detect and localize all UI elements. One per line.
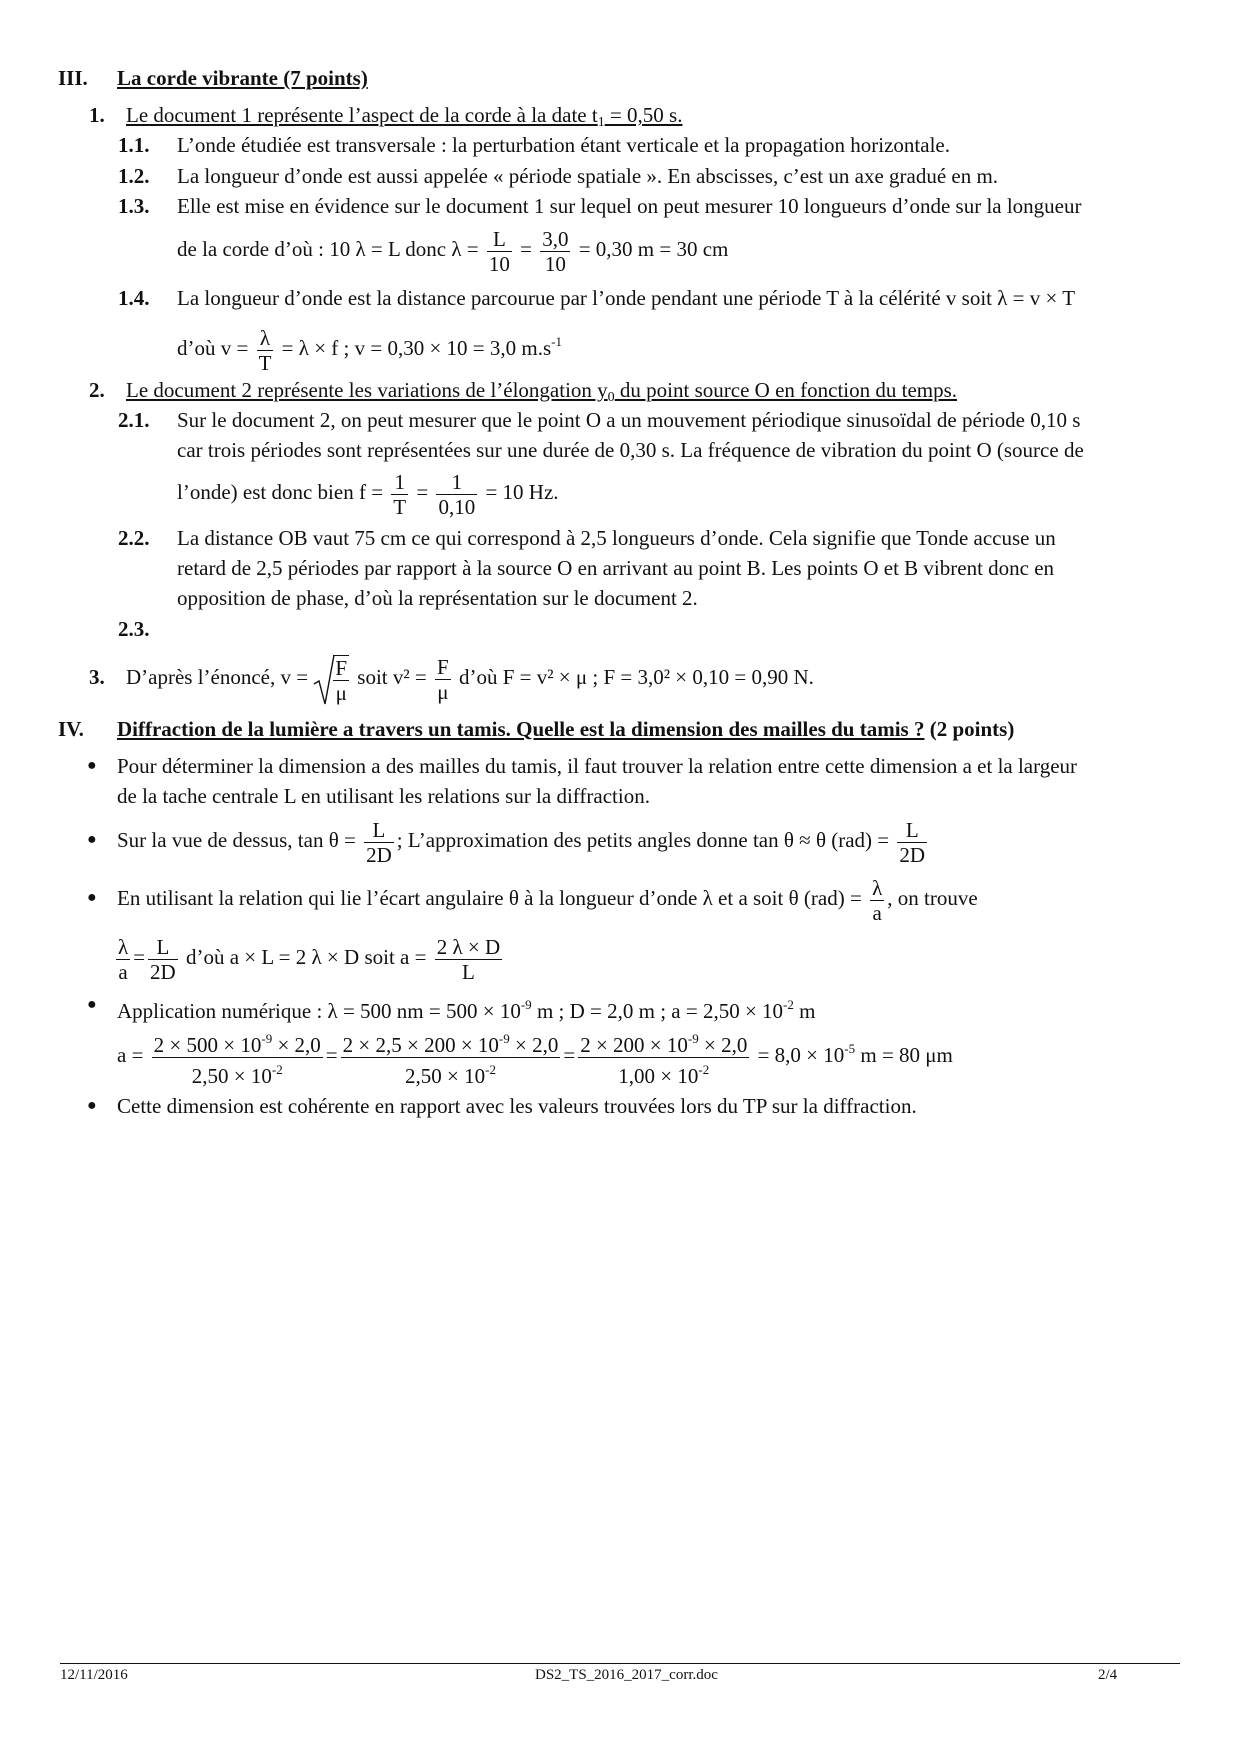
denominator: 10: [544, 251, 566, 276]
radical-sign-icon: [313, 654, 335, 706]
equals-sign: =: [563, 1043, 576, 1067]
answer-text: opposition de phase, d’où la représentation sur le document 2.: [177, 586, 698, 610]
fraction: [152, 1027, 323, 1088]
question-number: 2.: [89, 378, 105, 402]
answer-number: 1.2.: [118, 164, 150, 188]
answer-text: La distance OB vaut 75 cm ce qui correspond à 2,5 longueurs d’onde. Cela signifie que Tonde accuse un: [177, 526, 1056, 550]
denominator: μ: [437, 679, 449, 704]
answer-text: Sur le document 2, on peut mesurer que le point O a un mouvement périodique sinusoïdal de période 0,10 s: [177, 408, 1081, 432]
subscript: 0: [607, 390, 615, 405]
equation-line: [177, 318, 562, 375]
fraction: [116, 935, 130, 984]
equation-line: [117, 1023, 953, 1088]
equation-text: m = 80 μm: [855, 1043, 953, 1067]
superscript: -9: [520, 997, 532, 1012]
superscript: -2: [485, 1061, 496, 1077]
answer-text: La longueur d’onde est aussi appelée « période spatiale ». En abscisses, c’est un axe gradué en m.: [177, 164, 999, 188]
fraction: [870, 876, 884, 925]
equals-sign: =: [133, 945, 146, 969]
numerator: λ: [118, 934, 129, 959]
equation-text: = 10 Hz.: [480, 480, 559, 504]
numerator: L: [364, 818, 394, 843]
numerator: F: [335, 655, 348, 680]
answer-text: Elle est mise en évidence sur le document 1 sur lequel on peut mesurer 10 longueurs d’onde sur la longueur: [177, 194, 1082, 218]
fraction: [435, 655, 451, 704]
fraction: [391, 470, 408, 519]
denominator: 10: [488, 251, 510, 276]
numerator: L: [897, 818, 927, 843]
section-title-text: Diffraction de la lumière a travers un tamis. Quelle est la dimension des mailles du tamis ?: [117, 717, 925, 741]
denominator: 2D: [150, 959, 176, 984]
fraction: [341, 1027, 561, 1088]
question-text-part: du point source O en fonction du temps.: [614, 378, 958, 402]
question-text-part: = 0,50 s.: [604, 103, 683, 127]
superscript: -9: [498, 1030, 510, 1046]
answer-text: L’onde étudiée est transversale : la perturbation étant verticale et la propagation horizontale.: [177, 133, 950, 157]
fraction: [333, 655, 349, 705]
fraction: [435, 935, 502, 984]
fraction: [257, 326, 274, 375]
numerator: λ: [872, 875, 883, 900]
equation-line: [177, 225, 728, 276]
equation-text: m ; D = 2,0 m ; a = 2,50 × 10: [531, 999, 784, 1023]
denominator: T: [393, 494, 407, 519]
numerator: [152, 1027, 323, 1058]
equation-line: [113, 932, 505, 984]
denominator: T: [258, 350, 272, 375]
denominator: 2D: [899, 842, 926, 867]
equals-sign: =: [514, 237, 538, 261]
superscript: -9: [687, 1030, 699, 1046]
equals-sign: =: [411, 480, 434, 504]
equation-line: [117, 815, 930, 867]
answer-number: 2.3.: [118, 617, 150, 641]
denominator: μ: [335, 680, 347, 705]
question-text: [126, 102, 682, 136]
superscript: -2: [271, 1061, 283, 1077]
equation-text: = 8,0 × 10: [752, 1043, 845, 1067]
superscript: -1: [551, 334, 562, 349]
question-number: 3.: [89, 665, 105, 689]
denominator: 0,10: [438, 494, 476, 519]
denominator: a: [118, 959, 128, 984]
equation-text: m: [793, 999, 816, 1023]
equation-text: , on trouve: [887, 886, 978, 910]
bullet-icon: ●: [87, 996, 97, 1013]
denominator: [578, 1058, 749, 1088]
question-text: [126, 377, 957, 411]
section-title: La corde vibrante (7 points): [117, 66, 368, 90]
equation-text: = 0,30 m = 30 cm: [573, 237, 729, 261]
section-number: III.: [58, 66, 88, 90]
numerator: F: [437, 654, 449, 679]
answer-number: 2.2.: [118, 526, 150, 550]
denominator: L: [462, 959, 475, 984]
equation-text: ; L’approximation des petits angles donne tan θ ≈ θ (rad) =: [396, 828, 895, 852]
equation-text: de la corde d’où : 10 λ = L donc λ =: [177, 237, 484, 261]
answer-number: 1.1.: [118, 133, 150, 157]
numerator: L: [487, 227, 512, 252]
fraction: [436, 470, 477, 519]
numerator-part: 2 × 200 × 10: [580, 1032, 688, 1057]
equation-line: [126, 652, 814, 706]
equation-text: soit v² =: [352, 665, 433, 689]
bullet-icon: ●: [87, 757, 97, 774]
equation-line: [117, 873, 978, 925]
superscript: -9: [261, 1030, 273, 1046]
question-number: 1.: [89, 103, 105, 127]
fraction: [487, 227, 512, 276]
fraction: [540, 227, 570, 276]
numerator: 1: [436, 470, 477, 495]
numerator: 1: [391, 470, 408, 495]
numerator: [341, 1027, 561, 1058]
bullet-text: [117, 992, 815, 1024]
section-title: [117, 716, 1014, 742]
section-number: IV.: [58, 717, 84, 741]
numerator-part: 2 × 500 × 10: [153, 1032, 262, 1057]
denominator-part: 1,00 × 10: [618, 1063, 699, 1088]
numerator: 3,0: [542, 226, 569, 251]
answer-number: 1.4.: [118, 286, 150, 310]
numerator: 2 λ × D: [436, 934, 501, 959]
equation-text: d’où F = v² × μ ; F = 3,0² × 0,10 = 0,90 N.: [453, 665, 814, 689]
bullet-text: Pour déterminer la dimension a des mailles du tamis, il faut trouver la relation entre cette dimension a et la largeur: [117, 754, 1078, 778]
equation-text: = λ × f ; v = 0,30 × 10 = 3,0 m.s: [276, 336, 552, 360]
denominator: a: [872, 900, 882, 925]
fraction: [148, 935, 178, 984]
question-text-part: Le document 2 représente les variations de l’élongation y: [126, 378, 608, 402]
equation-text: En utilisant la relation qui lie l’écart angulaire θ à la longueur d’onde λ et a soit θ (rad) =: [117, 886, 868, 910]
section-points: (2 points): [924, 717, 1015, 741]
denominator: [152, 1058, 323, 1088]
answer-text: retard de 2,5 périodes par rapport à la source O en arrivant au point B. Les points O et B vibrent donc en: [177, 556, 1055, 580]
answer-text: La longueur d’onde est la distance parcourue par l’onde pendant une période T à la célérité v soit λ = v × T: [177, 286, 1076, 310]
bullet-icon: ●: [87, 831, 97, 848]
numerator: [578, 1027, 749, 1058]
equals-sign: =: [325, 1043, 338, 1067]
footer-filename: DS2_TS_2016_2017_corr.doc: [535, 1667, 718, 1683]
equation-text: d’où a × L = 2 λ × D soit a =: [180, 945, 432, 969]
numerator-part: × 2,0: [698, 1032, 748, 1057]
answer-number: 1.3.: [118, 194, 150, 218]
subscript: 1: [597, 115, 605, 130]
fraction: [897, 818, 927, 867]
equation-text: D’après l’énoncé, v =: [126, 665, 314, 689]
square-root: [313, 653, 352, 706]
superscript: -5: [844, 1041, 856, 1056]
bullet-text: Cette dimension est cohérente en rapport avec les valeurs trouvées lors du TP sur la diffraction.: [117, 1094, 917, 1118]
denominator: [341, 1058, 561, 1088]
equation-text: l’onde) est donc bien f =: [177, 480, 389, 504]
answer-text: car trois périodes sont représentées sur une durée de 0,30 s. La fréquence de vibration du point O (source de: [177, 438, 1084, 462]
equation-text: d’où v =: [177, 336, 254, 360]
superscript: -2: [698, 1061, 710, 1077]
fraction: [364, 818, 394, 867]
fraction: [578, 1027, 749, 1088]
equation-line: [177, 468, 559, 519]
bullet-text: de la tache centrale L en utilisant les relations sur la diffraction.: [117, 784, 650, 808]
denominator-part: 2,50 × 10: [191, 1063, 272, 1088]
numerator-part: 2 × 2,5 × 200 × 10: [342, 1032, 499, 1057]
equation-text: a =: [117, 1043, 149, 1067]
answer-number: 2.1.: [118, 408, 150, 432]
denominator: 2D: [366, 842, 392, 867]
bullet-icon: ●: [87, 1097, 97, 1114]
superscript: -2: [783, 997, 794, 1012]
numerator-part: × 2,0: [509, 1032, 559, 1057]
numerator: L: [148, 935, 178, 960]
footer-date: 12/11/2016: [60, 1667, 128, 1683]
equation-text: Application numérique : λ = 500 nm = 500 × 10: [117, 999, 521, 1023]
numerator-part: × 2,0: [272, 1032, 321, 1057]
bullet-icon: ●: [87, 889, 97, 906]
question-text-part: Le document 1 représente l’aspect de la corde à la date t: [126, 103, 598, 127]
equation-text: Sur la vue de dessus, tan θ =: [117, 828, 362, 852]
numerator: λ: [257, 326, 274, 351]
denominator-part: 2,50 × 10: [405, 1063, 486, 1088]
footer-page-number: 2/4: [1098, 1667, 1118, 1683]
footer-divider: [60, 1663, 1180, 1664]
